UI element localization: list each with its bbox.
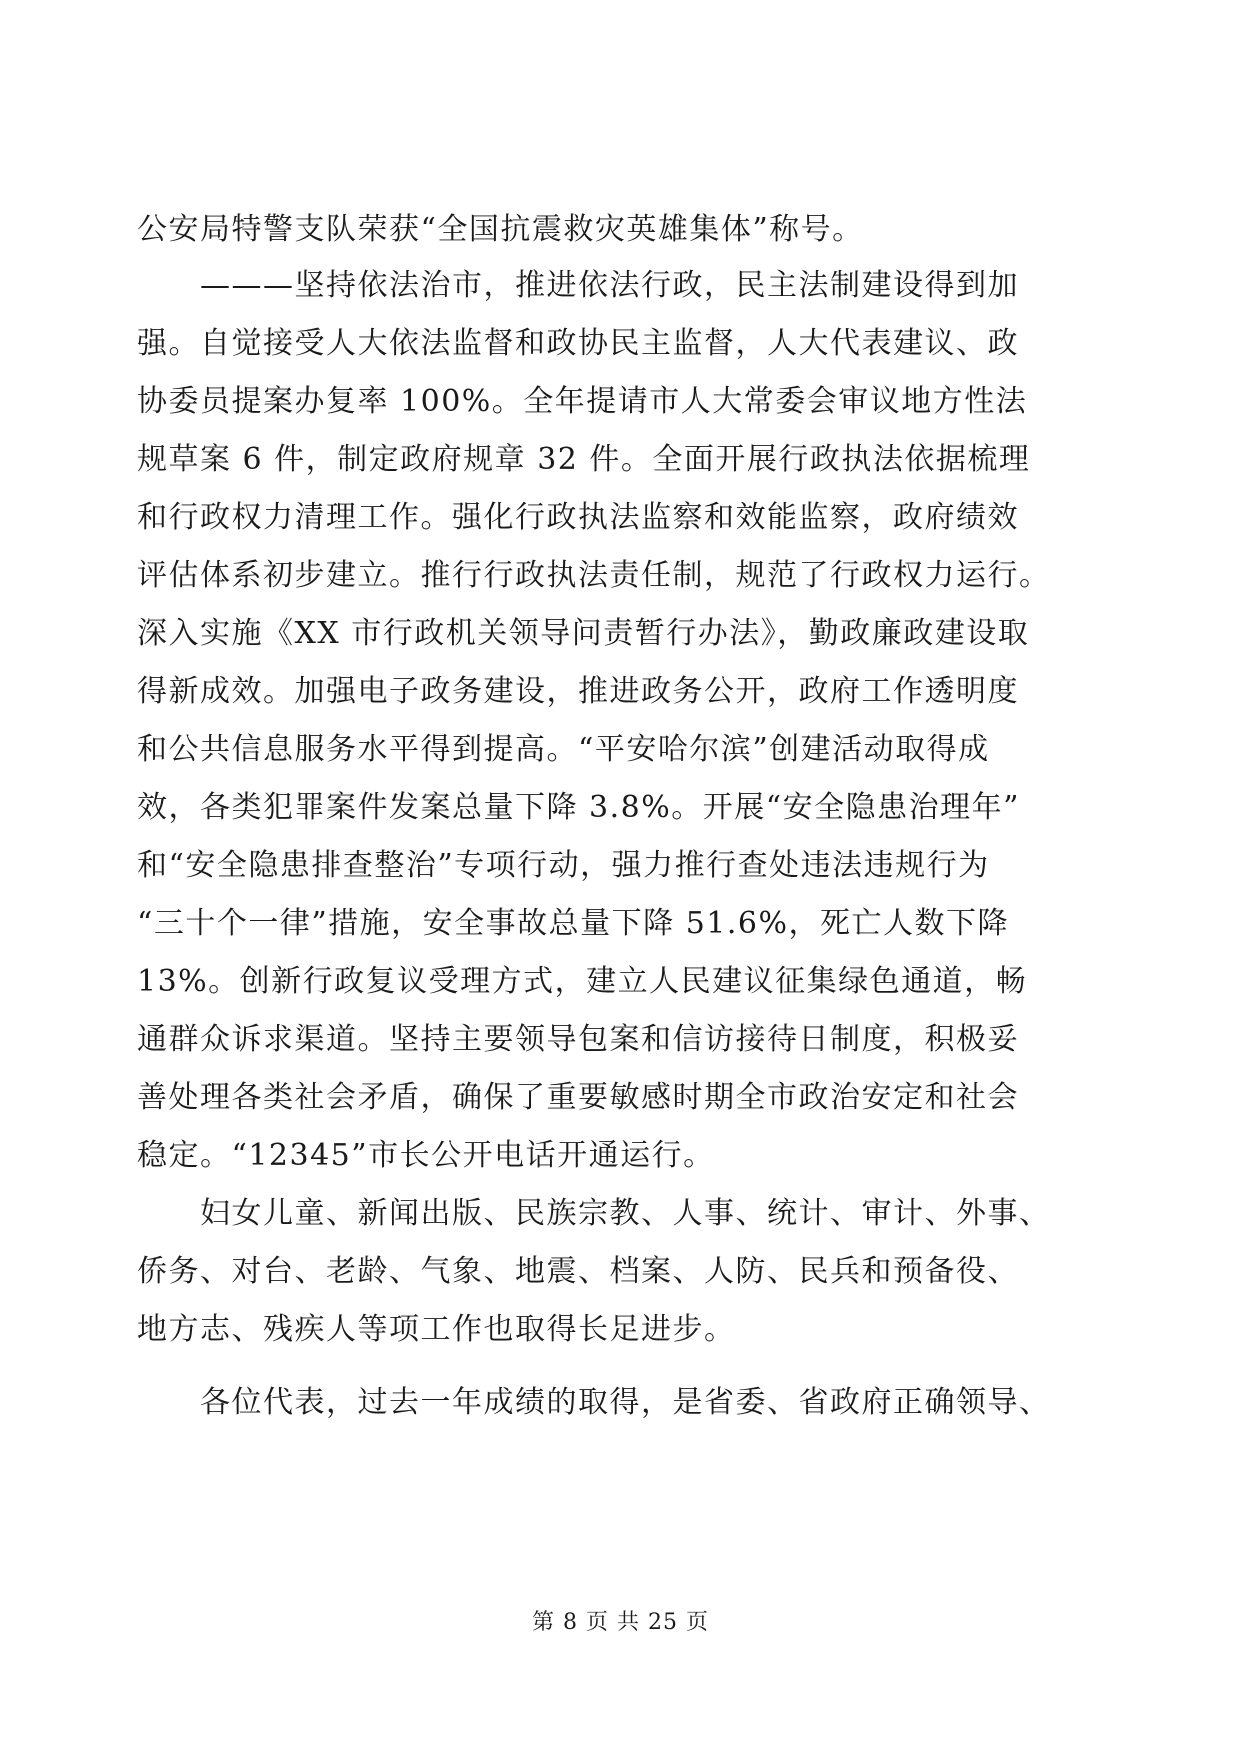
- text-line: 强。自觉接受人大依法监督和政协民主监督，人大代表建议、政: [137, 326, 1019, 361]
- text-line: 稳定。“12345”市长公开电话开通运行。: [137, 1138, 715, 1173]
- text-line: 各位代表，过去一年成绩的取得，是省委、省政府正确领导、: [200, 1385, 1051, 1420]
- text-line: 和“安全隐患排查整治”专项行动，强力推行查处违法违规行为: [137, 848, 990, 883]
- text-line: 和公共信息服务水平得到提高。“平安哈尔滨”创建活动取得成: [137, 732, 990, 767]
- text-line: 侨务、对台、老龄、气象、地震、档案、人防、民兵和预备役、: [137, 1254, 1019, 1289]
- text-line: “三十个一律”措施，安全事故总量下降 51.6%，死亡人数下降: [137, 906, 1010, 941]
- text-line: 深入实施《XX 市行政机关领导问责暂行办法》，勤政廉政建设取: [137, 616, 1030, 651]
- text-line: 通群众诉求渠道。坚持主要领导包案和信访接待日制度，积极妥: [137, 1022, 1019, 1057]
- text-line: 和行政权力清理工作。强化行政执法监察和效能监察，政府绩效: [137, 500, 1019, 535]
- text-line: 协委员提案办复率 100%。全年提请市人大常委会审议地方性法: [137, 384, 1028, 419]
- text-line: 13%。创新行政复议受理方式，建立人民建议征集绿色通道，畅: [137, 964, 1028, 999]
- text-line: 善处理各类社会矛盾，确保了重要敏感时期全市政治安定和社会: [137, 1080, 1019, 1115]
- text-line: 得新成效。加强电子政务建设，推进政务公开，政府工作透明度: [137, 674, 1019, 709]
- text-line: ———坚持依法治市，推进依法行政，民主法制建设得到加: [200, 268, 1019, 303]
- text-line: 妇女儿童、新闻出版、民族宗教、人事、统计、审计、外事、: [200, 1196, 1051, 1231]
- text-line: 评估体系初步建立。推行行政执法责任制，规范了行政权力运行。: [137, 558, 1051, 593]
- text-line: 公安局特警支队荣获“全国抗震救灾英雄集体”称号。: [137, 212, 864, 247]
- text-line: 规草案 6 件，制定政府规章 32 件。全面开展行政执法依据梳理: [137, 442, 1031, 477]
- page-number-footer: 第 8 页 共 25 页: [532, 1610, 709, 1635]
- text-line: 地方志、残疾人等项工作也取得长足进步。: [137, 1312, 736, 1347]
- text-line: 效，各类犯罪案件发案总量下降 3.8%。开展“安全隐患治理年”: [137, 790, 1020, 825]
